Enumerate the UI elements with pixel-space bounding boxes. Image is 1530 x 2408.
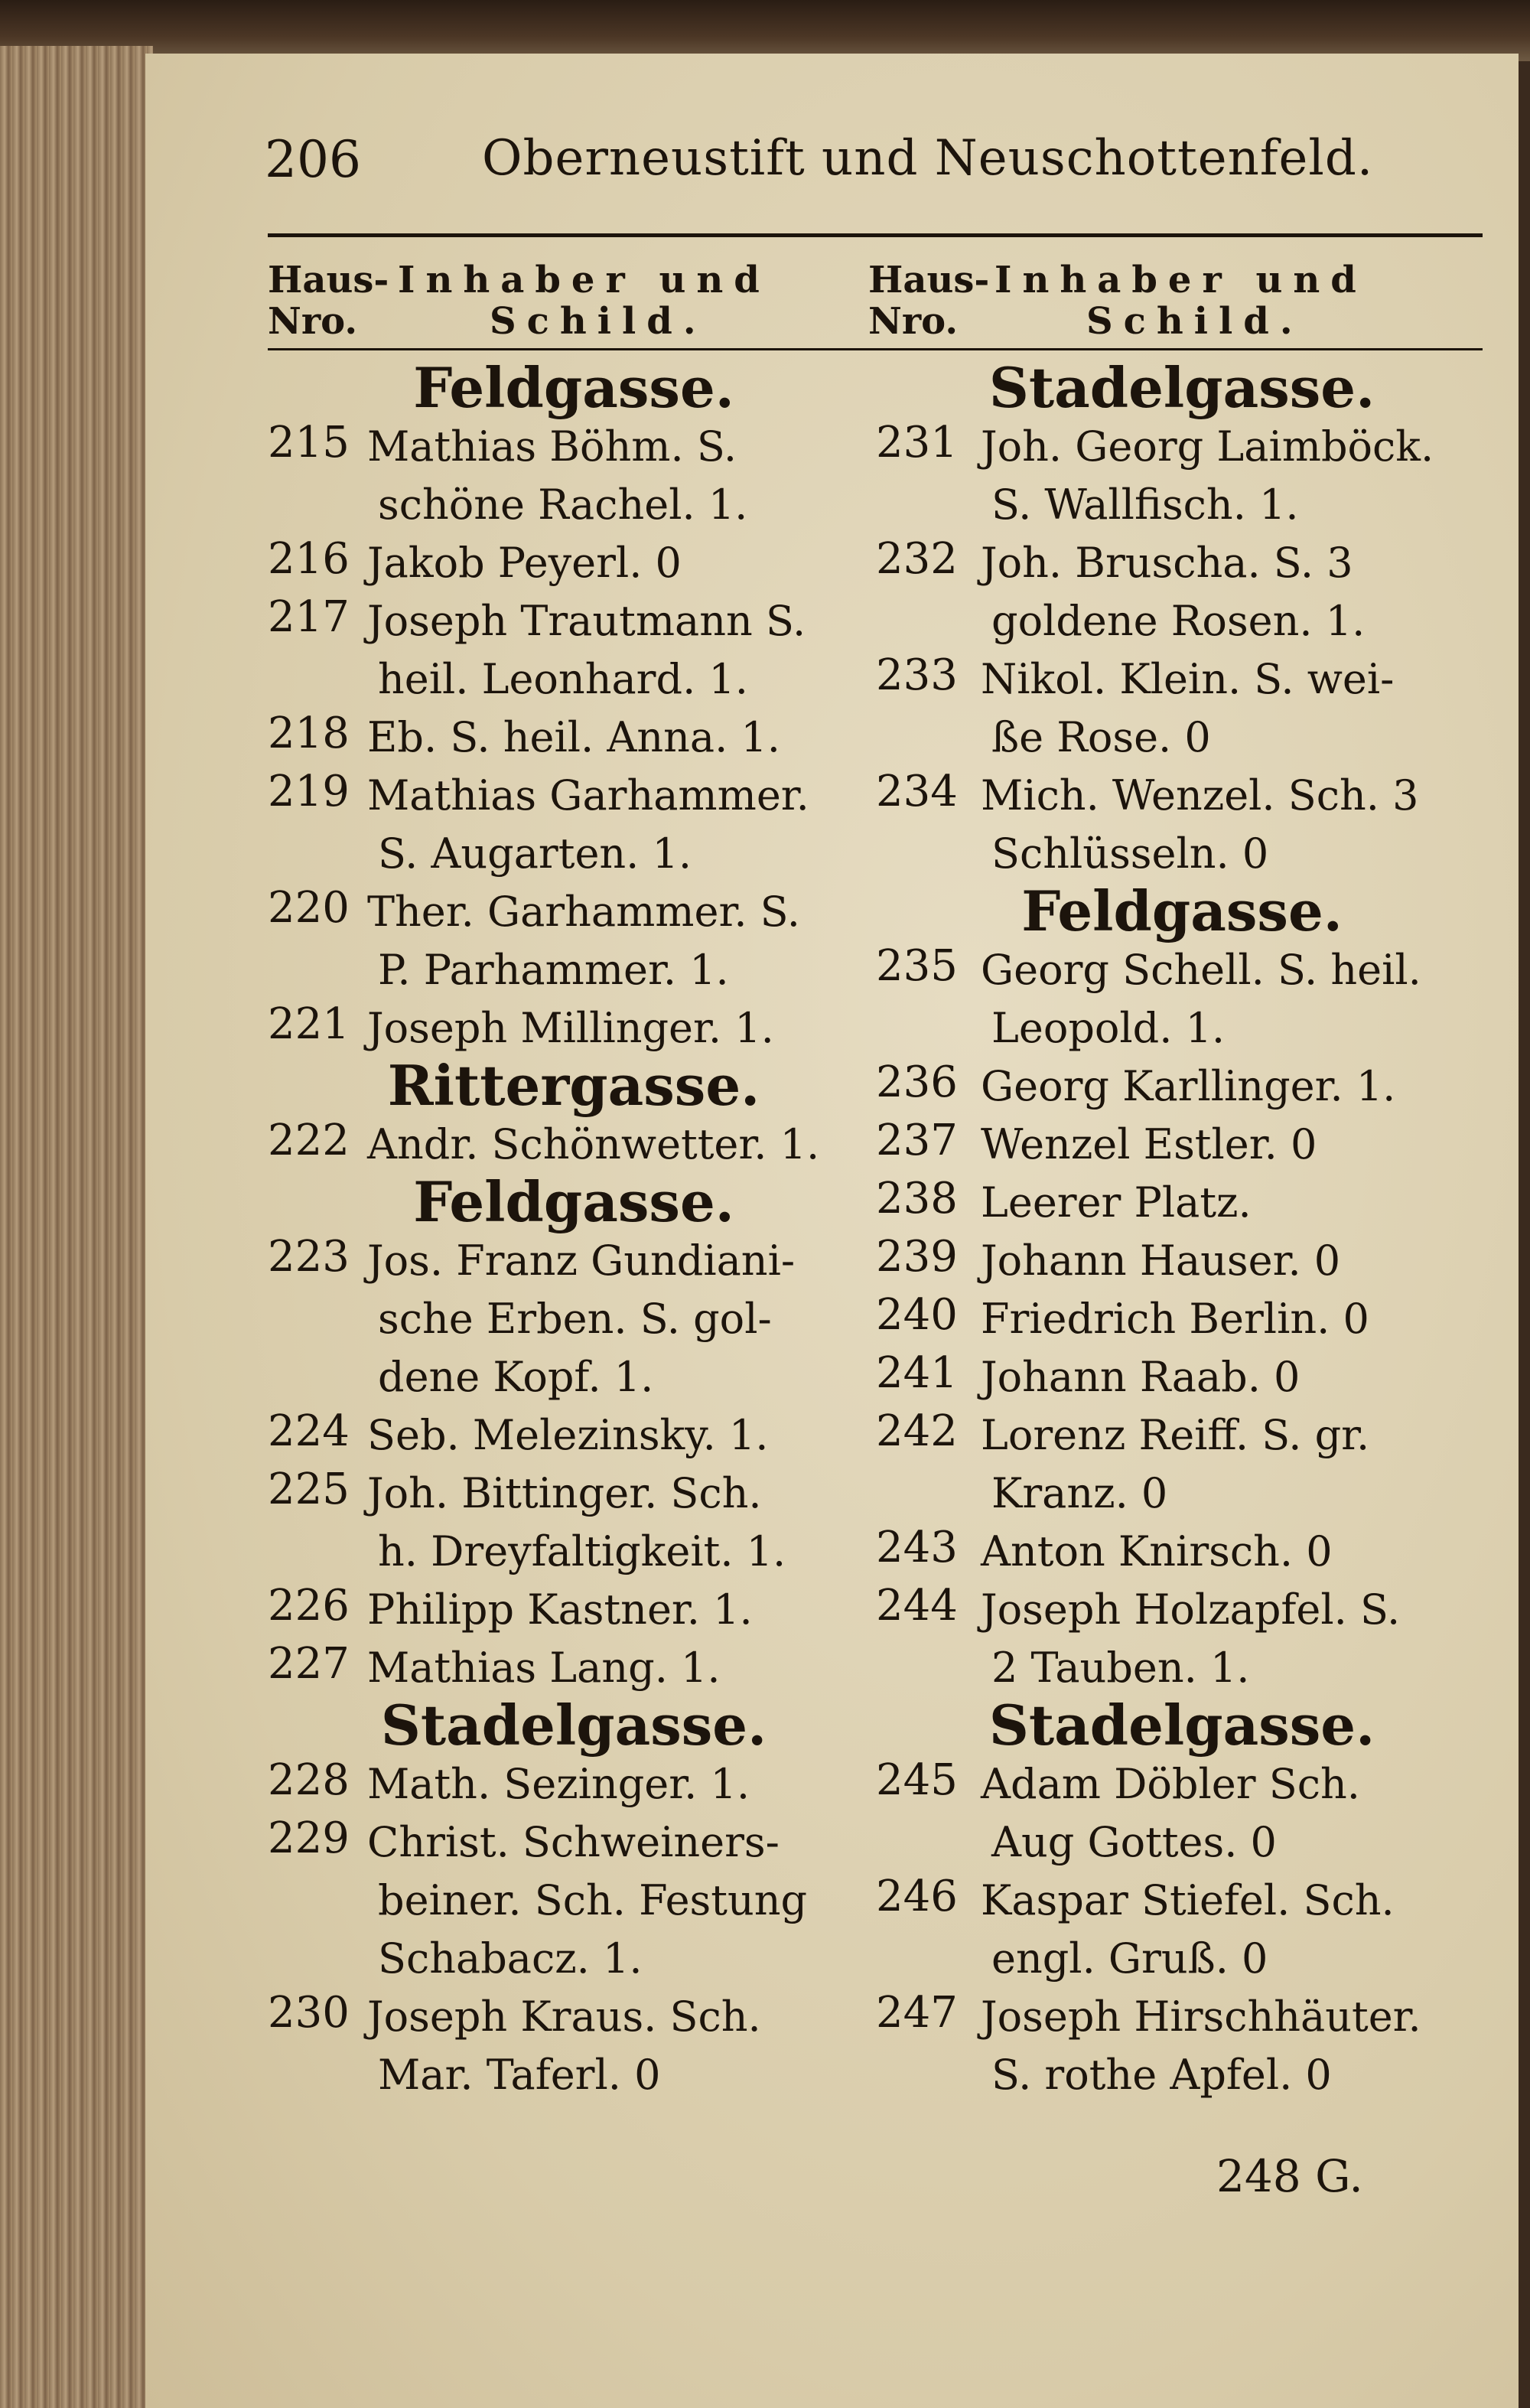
entry-line: Seb. Melezinsky. 1. xyxy=(367,1411,769,1459)
entry-line: 2 Tauben. 1. xyxy=(991,1644,1250,1692)
entry-line: Joseph Holzapfel. S. xyxy=(981,1585,1401,1634)
house-number: 237 xyxy=(876,1116,958,1165)
entry-line: Joseph Kraus. Sch. xyxy=(367,1993,761,2041)
street-heading: Feldgasse. xyxy=(413,1169,734,1234)
house-number: 216 xyxy=(268,534,350,584)
street-heading: Stadelgasse. xyxy=(380,1693,767,1758)
house-number: 241 xyxy=(876,1348,958,1398)
house-number: 226 xyxy=(268,1581,350,1631)
house-number: 246 xyxy=(876,1872,958,1921)
entry-line: schöne Rachel. 1. xyxy=(378,481,748,529)
house-number: 247 xyxy=(876,1988,958,2038)
entry-line: Anton Knirsch. 0 xyxy=(981,1527,1333,1575)
entry-line: Kaspar Stiefel. Sch. xyxy=(981,1876,1395,1924)
house-number: 221 xyxy=(268,999,350,1049)
house-number: 233 xyxy=(876,650,958,700)
entry-line: sche Erben. S. gol- xyxy=(378,1295,772,1343)
entry-line: dene Kopf. 1. xyxy=(378,1353,654,1401)
entry-line: Georg Schell. S. heil. xyxy=(981,946,1421,994)
entry-line: heil. Leonhard. 1. xyxy=(378,655,748,703)
left-header-holder-2: Schild. xyxy=(490,300,707,343)
house-number: 238 xyxy=(876,1174,958,1224)
entry-line: Kranz. 0 xyxy=(991,1469,1168,1517)
house-number: 232 xyxy=(876,534,958,584)
entry-line: Mathias Garhammer. xyxy=(367,771,809,820)
house-number: 230 xyxy=(268,1988,350,2038)
entry-line: Lorenz Reiff. S. gr. xyxy=(981,1411,1370,1459)
entry-line: Jos. Franz Gundiani- xyxy=(367,1237,796,1285)
house-number: 243 xyxy=(876,1523,958,1572)
entry-line: goldene Rosen. 1. xyxy=(991,597,1366,645)
house-number: 222 xyxy=(268,1116,350,1165)
entry-line: Mathias Lang. 1. xyxy=(367,1644,721,1692)
entry-line: Joseph Trautmann S. xyxy=(367,597,806,645)
entry-line: S. Wallfisch. 1. xyxy=(991,481,1299,529)
book-top-edge xyxy=(0,0,1530,61)
entry-line: Aug Gottes. 0 xyxy=(991,1818,1277,1866)
house-number: 235 xyxy=(876,941,958,991)
entry-line: Schabacz. 1. xyxy=(378,1934,643,1983)
house-number: 228 xyxy=(268,1755,350,1805)
house-number: 240 xyxy=(876,1290,958,1340)
entry-line: Ther. Garhammer. S. xyxy=(367,888,800,936)
entry-line: Mathias Böhm. S. xyxy=(367,422,737,471)
entry-line: Wenzel Estler. 0 xyxy=(981,1120,1317,1168)
left-header-nr-2: Nro. xyxy=(268,300,358,343)
entry-line: Mar. Taferl. 0 xyxy=(378,2051,661,2099)
house-number: 225 xyxy=(268,1465,350,1514)
house-number: 242 xyxy=(876,1406,958,1456)
column-rule xyxy=(268,348,1483,350)
street-heading: Stadelgasse. xyxy=(988,1693,1375,1758)
entry-line: Joseph Hirschhäuter. xyxy=(981,1993,1421,2041)
right-header-nr-2: Nro. xyxy=(868,300,959,343)
right-header-holder-1: Inhaber und xyxy=(994,259,1367,301)
entry-line: Johann Hauser. 0 xyxy=(981,1237,1341,1285)
house-number: 245 xyxy=(876,1755,958,1805)
running-head: Oberneustift und Neuschottenfeld. xyxy=(482,130,1374,187)
entry-line: Joh. Georg Laimböck. xyxy=(981,422,1434,471)
entry-line: Joh. Bruscha. S. 3 xyxy=(981,539,1353,587)
entry-line: engl. Gruß. 0 xyxy=(991,1934,1268,1983)
entry-line: Nikol. Klein. S. wei- xyxy=(981,655,1395,703)
entry-line: Christ. Schweiners- xyxy=(367,1818,780,1866)
house-number: 229 xyxy=(268,1813,350,1863)
street-heading: Rittergasse. xyxy=(387,1053,760,1118)
house-number: 223 xyxy=(268,1232,350,1282)
house-number: 218 xyxy=(268,709,350,758)
entry-line: Friedrich Berlin. 0 xyxy=(981,1295,1369,1343)
entry-line: S. rothe Apfel. 0 xyxy=(991,2051,1332,2099)
entry-line: Adam Döbler Sch. xyxy=(981,1760,1360,1808)
house-number: 236 xyxy=(876,1057,958,1107)
header-rule xyxy=(268,233,1483,237)
house-number: 231 xyxy=(876,418,958,468)
house-number: 220 xyxy=(268,883,350,933)
entry-line: Leerer Platz. xyxy=(981,1178,1252,1227)
house-number: 239 xyxy=(876,1232,958,1282)
entry-line: Jakob Peyerl. 0 xyxy=(367,539,682,587)
street-heading: Feldgasse. xyxy=(1021,878,1343,943)
entry-line: Mich. Wenzel. Sch. 3 xyxy=(981,771,1419,820)
entry-line: Math. Sezinger. 1. xyxy=(367,1760,750,1808)
page-edges xyxy=(0,46,153,2408)
page-number: 206 xyxy=(265,130,361,189)
entry-line: h. Dreyfaltigkeit. 1. xyxy=(378,1527,786,1575)
left-header-nr-1: Haus- xyxy=(268,259,389,301)
entry-line: Leopold. 1. xyxy=(991,1004,1226,1052)
entry-line: Georg Karllinger. 1. xyxy=(981,1062,1396,1110)
house-number: 215 xyxy=(268,418,350,468)
entry-line: Eb. S. heil. Anna. 1. xyxy=(367,713,780,761)
house-number: 227 xyxy=(268,1639,350,1689)
entry-line: Johann Raab. 0 xyxy=(981,1353,1300,1401)
house-number: 224 xyxy=(268,1406,350,1456)
entry-line: ße Rose. 0 xyxy=(991,713,1211,761)
entry-line: Joh. Bittinger. Sch. xyxy=(367,1469,762,1517)
entry-line: Andr. Schönwetter. 1. xyxy=(367,1120,820,1168)
entry-line: Schlüsseln. 0 xyxy=(991,829,1269,878)
entry-line: S. Augarten. 1. xyxy=(378,829,692,878)
house-number: 217 xyxy=(268,592,350,642)
house-number: 234 xyxy=(876,767,958,816)
entry-line: beiner. Sch. Festung xyxy=(378,1876,808,1924)
right-header-nr-1: Haus- xyxy=(868,259,990,301)
street-heading: Feldgasse. xyxy=(413,355,734,420)
book-page xyxy=(145,54,1519,2408)
entry-line: Joseph Millinger. 1. xyxy=(367,1004,774,1052)
entry-line: Philipp Kastner. 1. xyxy=(367,1585,753,1634)
left-header-holder-1: Inhaber und xyxy=(398,259,770,301)
catchword: 248 G. xyxy=(1216,2150,1363,2202)
street-heading: Stadelgasse. xyxy=(988,355,1375,420)
house-number: 244 xyxy=(876,1581,958,1631)
entry-line: P. Parhammer. 1. xyxy=(378,946,729,994)
right-header-holder-2: Schild. xyxy=(1086,300,1304,343)
house-number: 219 xyxy=(268,767,350,816)
